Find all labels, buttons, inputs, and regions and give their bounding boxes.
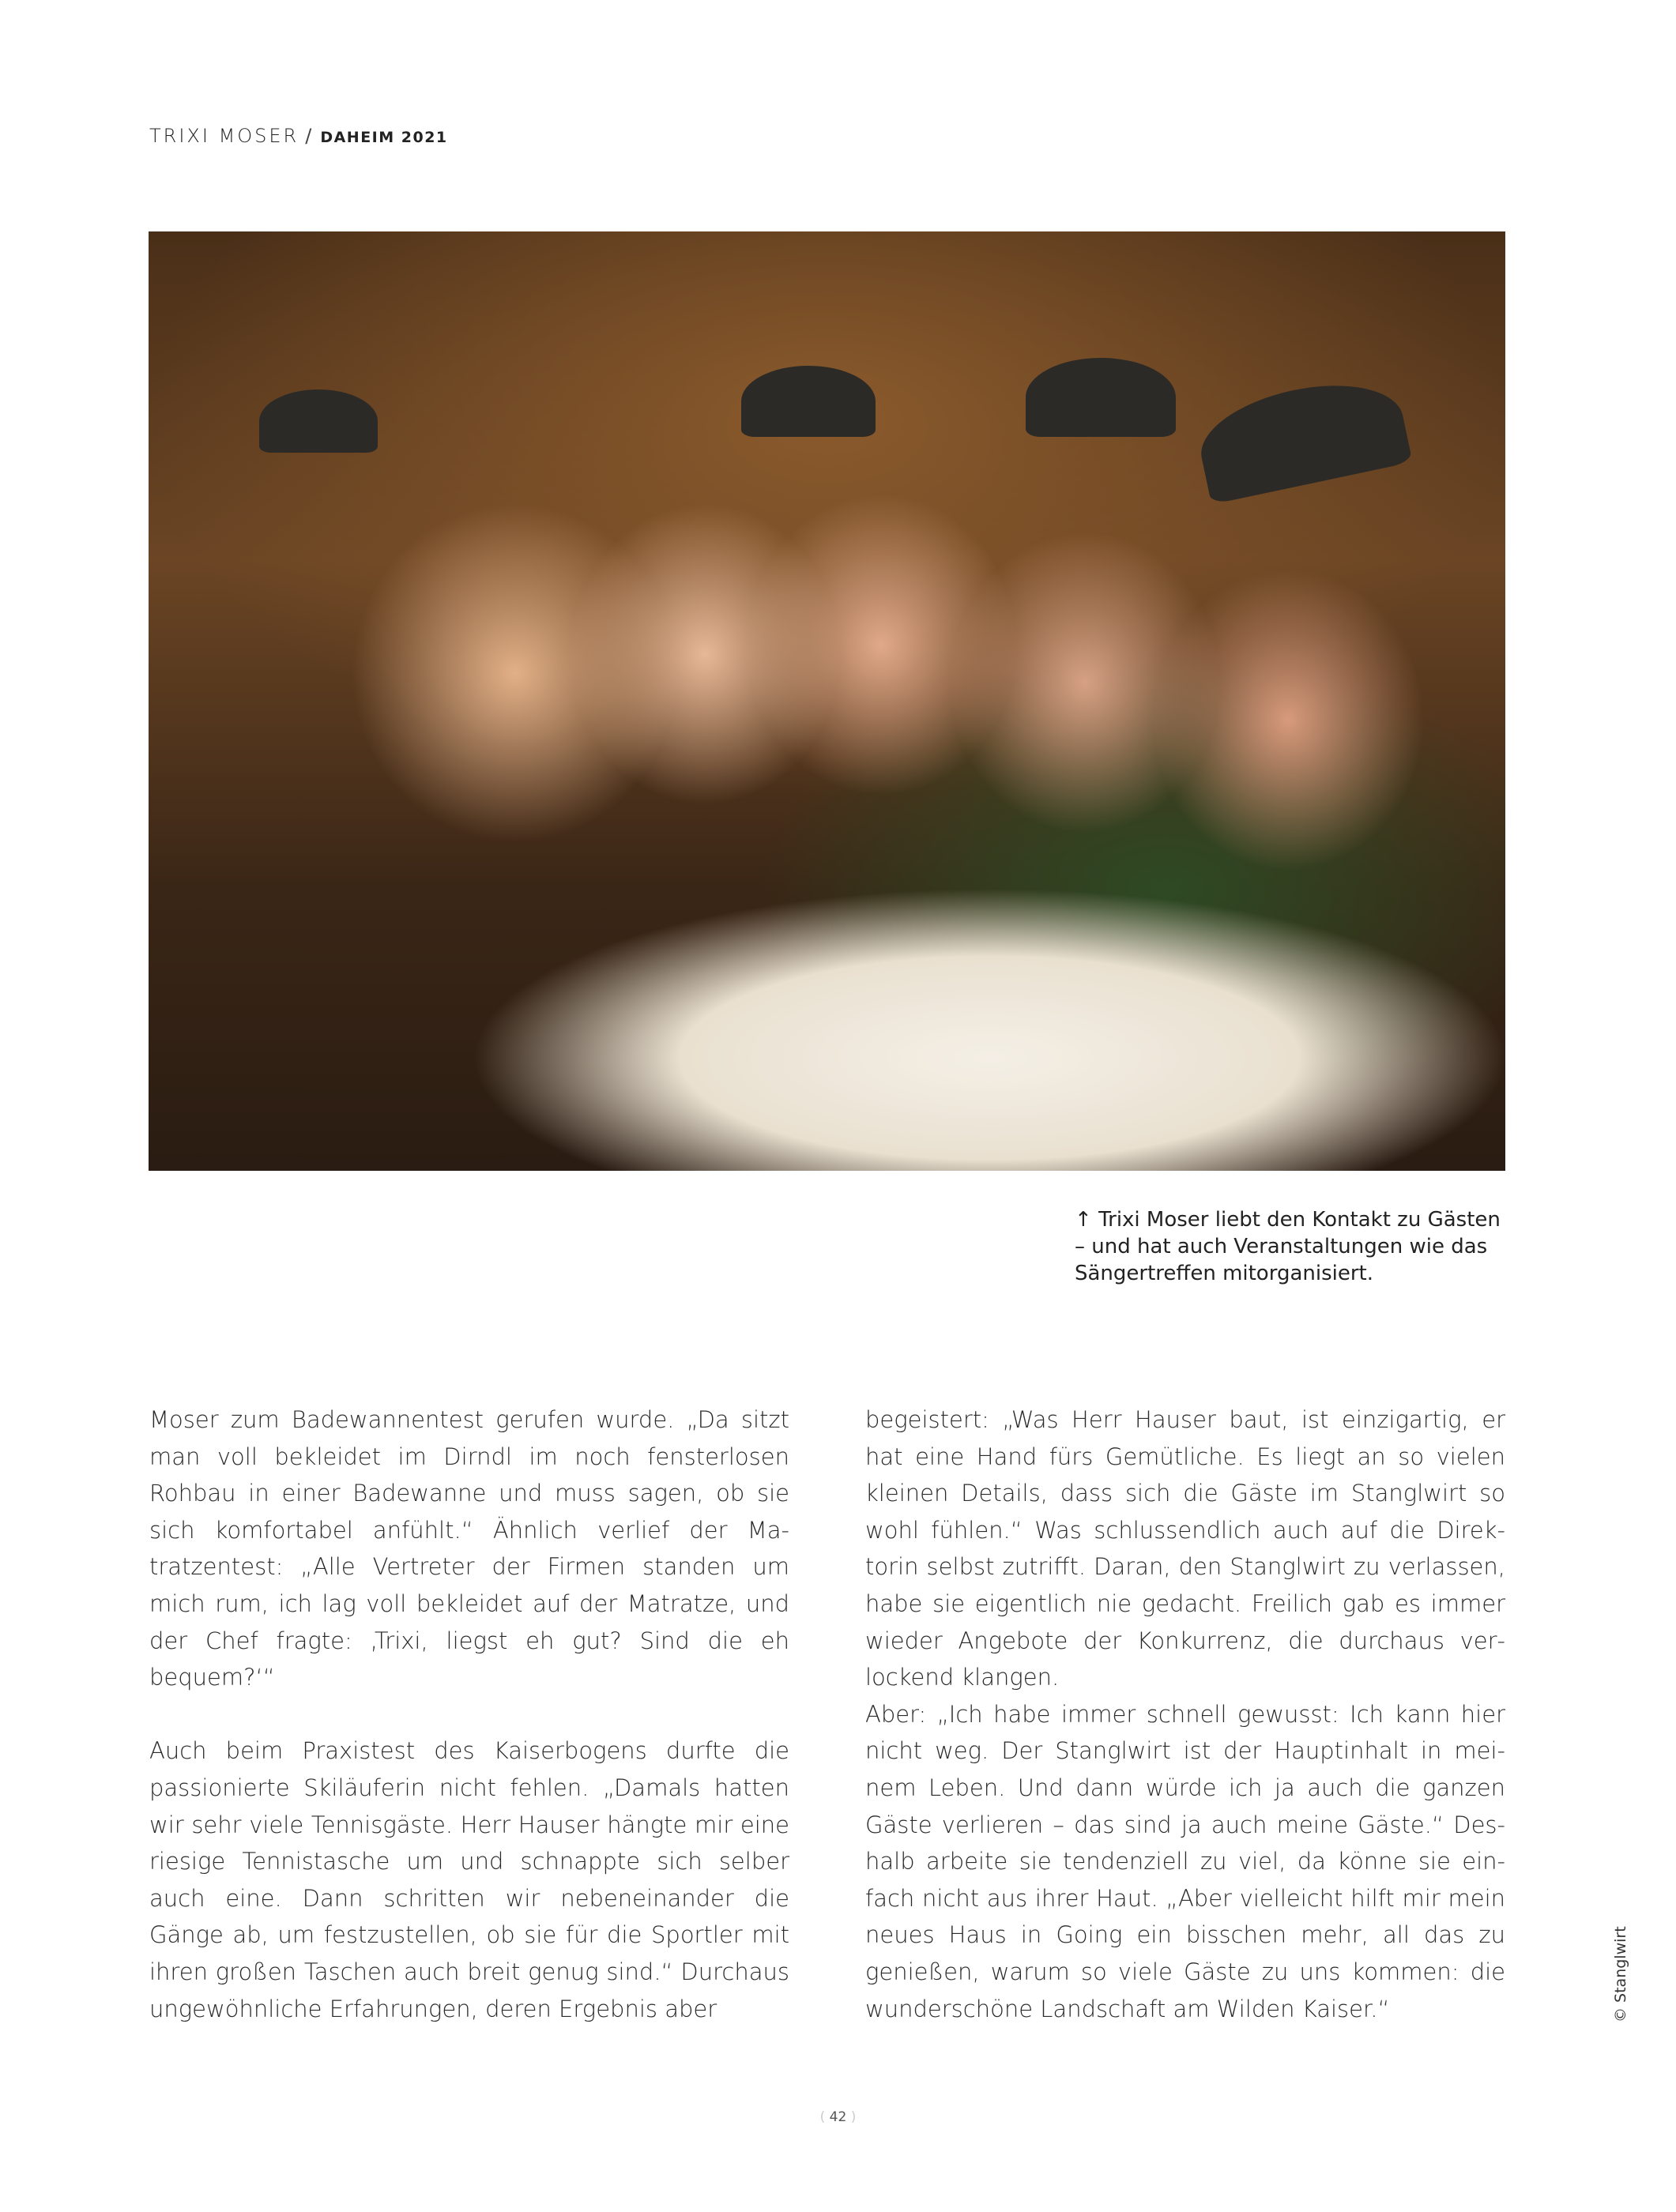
header-issue: DAHEIM 2021 — [320, 129, 448, 146]
page-number — [0, 2109, 1676, 2125]
header-author: TRIXI MOSER — [149, 125, 299, 147]
body-column-left — [149, 1401, 789, 2027]
hat-shape — [1026, 358, 1176, 437]
photo-caption — [1075, 1206, 1517, 1287]
hat-shape — [1192, 369, 1412, 504]
page-number-bracket: ) — [850, 2109, 857, 2125]
photo-credit: © Stanglwirt — [1612, 1926, 1629, 2022]
running-header — [149, 125, 448, 147]
paragraph: Moser zum Badewannentest gerufen wurde. „Da sitzt man voll bekleidet im Dirndl im noch fensterlosen Rohbau in einer Badewanne und muss sagen, ob sie sich komfortabel anfühlt.“ Ähnlich verlief der Matratzentest: „Alle Vertreter der Firmen standen um mich rum, ich lag voll bekleidet auf der Matratze, und der Chef fragte: ‚Trixi, liegst eh gut? Sind die eh bequem?‘“ — [149, 1406, 789, 1691]
page-number-value: 42 — [829, 2109, 847, 2125]
paragraph: Auch beim Praxistest des Kaiserbogens durfte die passionierte Skiläuferin nicht fehlen. „Damals hatten wir sehr viele Tennisgäste. Herr Hauser hängte mir eine riesige Tennistasche um und schnappte sich selber auch eine. Dann schritten wir nebeneinander die Gänge ab, um festzustellen, ob sie für die Sportler mit ihren großen Taschen auch breit genug sind.“ Durchaus ungewöhnliche Erfahrungen, deren Ergebnis aber — [149, 1737, 789, 2022]
arrow-up-icon: ↑ — [1075, 1208, 1092, 1232]
article-photo — [149, 231, 1505, 1171]
header-separator: / — [305, 125, 314, 147]
page-number-bracket: ( — [819, 2109, 826, 2125]
hat-shape — [259, 389, 378, 453]
hat-shape — [741, 366, 876, 437]
paragraph: Aber: „Ich habe immer schnell gewusst: Ich kann hier nicht weg. Der Stanglwirt ist der Hauptinhalt in meinem Leben. Und dann würde ich ja auch die ganzen Gäste verlieren – das sind ja auch meine Gäste.“ Deshalb arbeite sie tendenziell zu viel, da könne sie einfach nicht aus ihrer Haut. „Aber vielleicht hilft mir mein neues Haus in Going ein bisschen mehr, all das zu genießen, warum so viele Gäste zu uns kommen: die wunderschöne Landschaft am Wilden Kaiser.“ — [865, 1700, 1505, 2022]
body-column-right — [865, 1401, 1505, 2027]
caption-text: Trixi Moser liebt den Kontakt zu Gästen – und hat auch Veranstaltungen wie das Sängertreffen mitorganisiert. — [1075, 1208, 1501, 1285]
paragraph: begeistert: „Was Herr Hauser baut, ist einzigartig, er hat eine Hand fürs Gemütliche. Es liegt an so vielen kleinen Details, dass sich die Gäste im Stanglwirt so wohl fühlen.“ Was schlussendlich auch auf die Direktorin selbst zutrifft. Daran, den Stanglwirt zu verlassen, habe sie eigentlich nie gedacht. Freilich gab es immer wieder Angebote der Konkurrenz, die durchaus verlockend klangen. — [865, 1406, 1505, 1691]
